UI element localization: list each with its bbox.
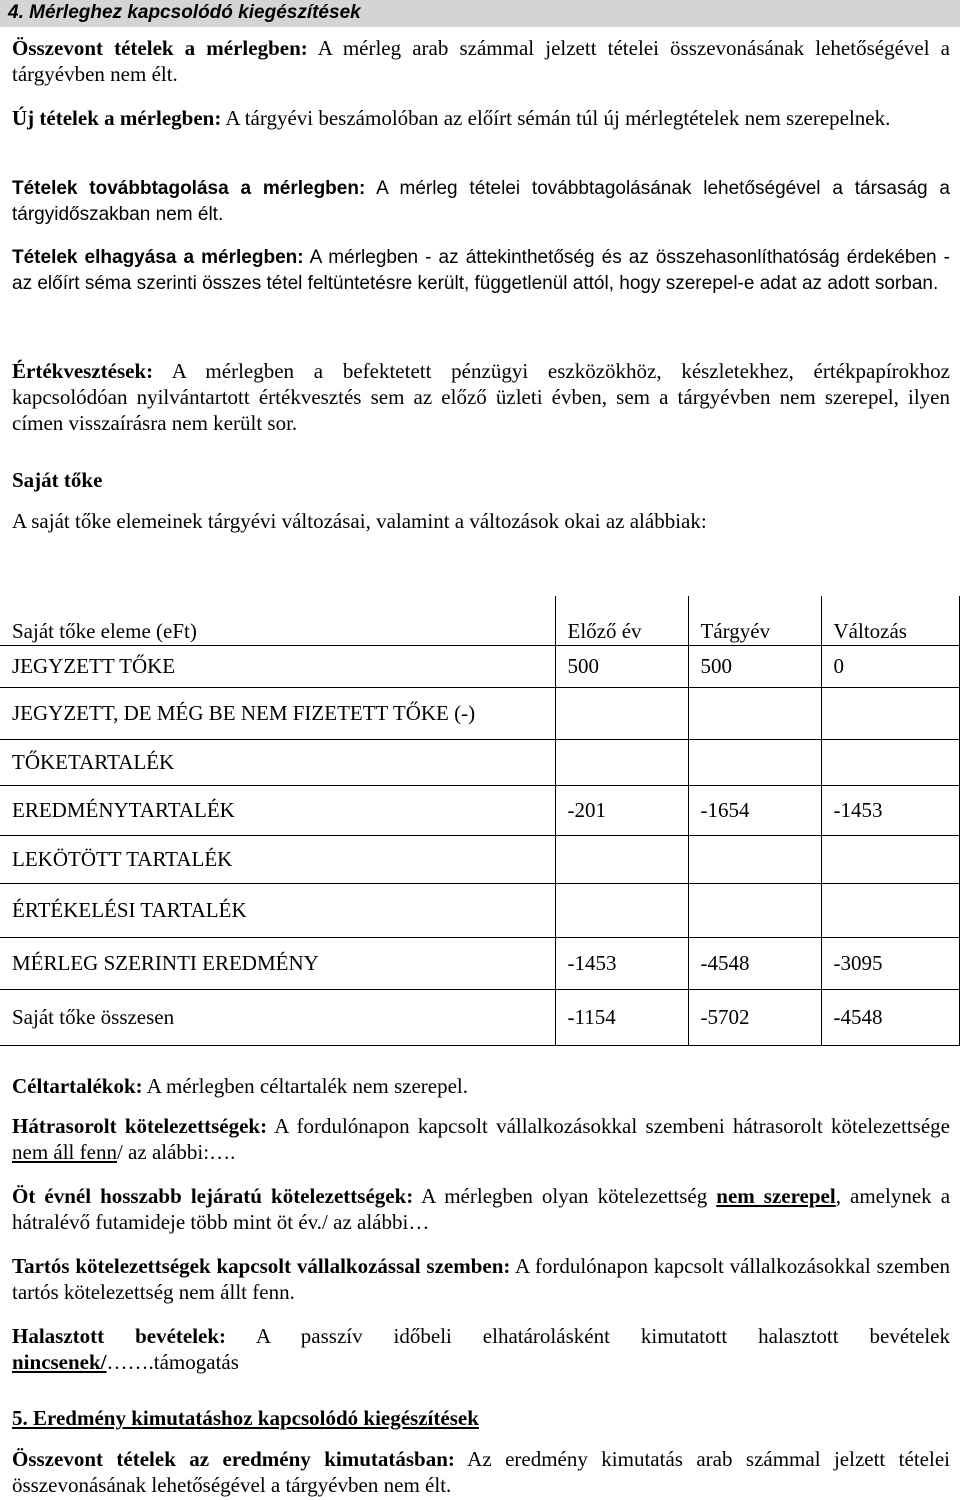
- paragraph-new-items: Új tételek a mérlegben: A tárgyévi beszámolóban az előírt sémán túl új mérlegtételek nem szerepelnek.: [12, 106, 891, 130]
- table-cell: 0: [821, 646, 959, 688]
- label-long-term: Öt évnél hosszabb lejáratú kötelezettségek:: [12, 1184, 414, 1208]
- equity-table: [0, 596, 960, 1046]
- table-row: [0, 786, 959, 836]
- label-omission: Tételek elhagyása a mérlegben:: [12, 247, 304, 268]
- paragraph-long-term: Öt évnél hosszabb lejáratú kötelezettségek: A mérlegben olyan kötelezettség nem szerepel, amelynek a hátralévő futamideje több mint öt év./ az alábbi…: [12, 1184, 951, 1234]
- table-cell: 500: [688, 646, 821, 688]
- table-cell: ÉRTÉKELÉSI TARTALÉK: [0, 884, 555, 938]
- label-merged-items: Összevont tételek a mérlegben:: [12, 36, 308, 60]
- section-5-title: 5. Eredmény kimutatáshoz kapcsolódó kiegészítések: [12, 1406, 479, 1430]
- label-new-items: Új tételek a mérlegben:: [12, 106, 222, 130]
- header-cell: Előző év: [555, 596, 688, 646]
- table-header-row: [0, 596, 959, 646]
- table-cell: -4548: [821, 990, 959, 1046]
- paragraph-subordinated: Hátrasorolt kötelezettségek: A fordulónapon kapcsolt vállalkozásokkal szembeni hátrasorolt kötelezettsége nem áll fenn/ az alábbi:….: [12, 1114, 950, 1164]
- paragraph-impairment: Értékvesztések: A mérlegben a befektetett pénzügyi eszközökhöz, készletekhez, értékpapírokhoz kapcsolódóan nyilvántartott értékvesztés sem az előző üzleti évben, sem a tárgyévben nem szerepel, ilyen címen visszaírásra nem került sor.: [12, 359, 950, 435]
- table-cell: JEGYZETT, DE MÉG BE NEM FIZETETT TŐKE (-): [0, 688, 555, 740]
- label-provisions: Céltartalékok:: [12, 1074, 143, 1098]
- equity-intro: A saját tőke elemeinek tárgyévi változásai, valamint a változások okai az alábbiak:: [12, 509, 707, 533]
- table-row: [0, 938, 959, 990]
- table-row: [0, 740, 959, 786]
- table-cell: -1453: [555, 938, 688, 990]
- header-cell: Változás: [821, 596, 959, 646]
- table-cell: -1654: [688, 786, 821, 836]
- paragraph-subdivision: Tételek továbbtagolása a mérlegben: A mérleg tételei továbbtagolásának lehetőségével a társaság a tárgyidőszakban nem élt.: [12, 178, 950, 225]
- section-4-heading-bar: [0, 0, 960, 27]
- label-impairment: Értékvesztések:: [12, 359, 154, 383]
- table-cell: [555, 740, 688, 786]
- table-cell: [688, 836, 821, 884]
- table-row: [0, 990, 959, 1046]
- header-cell: Saját tőke eleme (eFt): [0, 596, 555, 646]
- label-deferred-income: Halasztott bevételek:: [12, 1324, 227, 1348]
- table-cell: [821, 688, 959, 740]
- table-cell: [821, 740, 959, 786]
- table-cell: Saját tőke összesen: [0, 990, 555, 1046]
- label-subordinated: Hátrasorolt kötelezettségek:: [12, 1114, 268, 1138]
- table-cell: -1453: [821, 786, 959, 836]
- table-cell: [688, 884, 821, 938]
- table-cell: [555, 884, 688, 938]
- table-row: [0, 884, 959, 938]
- label-subdivision: Tételek továbbtagolása a mérlegben:: [12, 178, 366, 199]
- table-cell: MÉRLEG SZERINTI EREDMÉNY: [0, 938, 555, 990]
- table-cell: EREDMÉNYTARTALÉK: [0, 786, 555, 836]
- table-cell: [555, 688, 688, 740]
- paragraph-deferred-income: Halasztott bevételek: A passzív időbeli elhatárolásként kimutatott halasztott bevételek nincsenek/…….támogatás: [12, 1324, 950, 1374]
- paragraph-merged-items: Összevont tételek a mérlegben: A mérleg arab számmal jelzett tételei összevonásának lehetőségével a tárgyévben nem élt.: [12, 36, 950, 86]
- table-cell: [688, 740, 821, 786]
- header-cell: Tárgyév: [688, 596, 821, 646]
- table-row: [0, 646, 959, 688]
- table-cell: -5702: [688, 990, 821, 1046]
- label-income-merged: Összevont tételek az eredmény kimutatásban:: [12, 1447, 455, 1471]
- table-cell: [821, 884, 959, 938]
- section-4-title: 4. Mérleghez kapcsolódó kiegészítések: [8, 2, 361, 23]
- table-cell: [688, 688, 821, 740]
- paragraph-income-merged: Összevont tételek az eredmény kimutatásban: Az eredmény kimutatás arab számmal jelzett tételei összevonásának lehetőségével a tárgyévben nem élt.: [12, 1447, 950, 1497]
- table-row: [0, 836, 959, 884]
- table-cell: -3095: [821, 938, 959, 990]
- paragraph-omission: Tételek elhagyása a mérlegben: A mérlegben - az áttekinthetőség és az összehasonlíthatóság érdekében - az előírt séma szerinti összes tétel feltüntetésre került, függetlenül attól, hogy szerepel-e adat az adott sorban.: [12, 247, 950, 294]
- table-cell: [821, 836, 959, 884]
- equity-heading: Saját tőke: [12, 468, 103, 492]
- table-cell: -1154: [555, 990, 688, 1046]
- paragraph-lasting-liabilities: Tartós kötelezettségek kapcsolt vállalkozással szemben: A fordulónapon kapcsolt vállalkozásokkal szemben tartós kötelezettség nem állt fenn.: [12, 1254, 950, 1304]
- table-cell: -4548: [688, 938, 821, 990]
- label-lasting-liabilities: Tartós kötelezettségek kapcsolt vállalkozással szemben:: [12, 1254, 511, 1278]
- table-cell: JEGYZETT TŐKE: [0, 646, 555, 688]
- table-row: [0, 688, 959, 740]
- table-cell: -201: [555, 786, 688, 836]
- table-cell: [555, 836, 688, 884]
- table-cell: 500: [555, 646, 688, 688]
- paragraph-provisions: Céltartalékok: A mérlegben céltartalék nem szerepel.: [12, 1074, 468, 1098]
- table-cell: TŐKETARTALÉK: [0, 740, 555, 786]
- table-cell: LEKÖTÖTT TARTALÉK: [0, 836, 555, 884]
